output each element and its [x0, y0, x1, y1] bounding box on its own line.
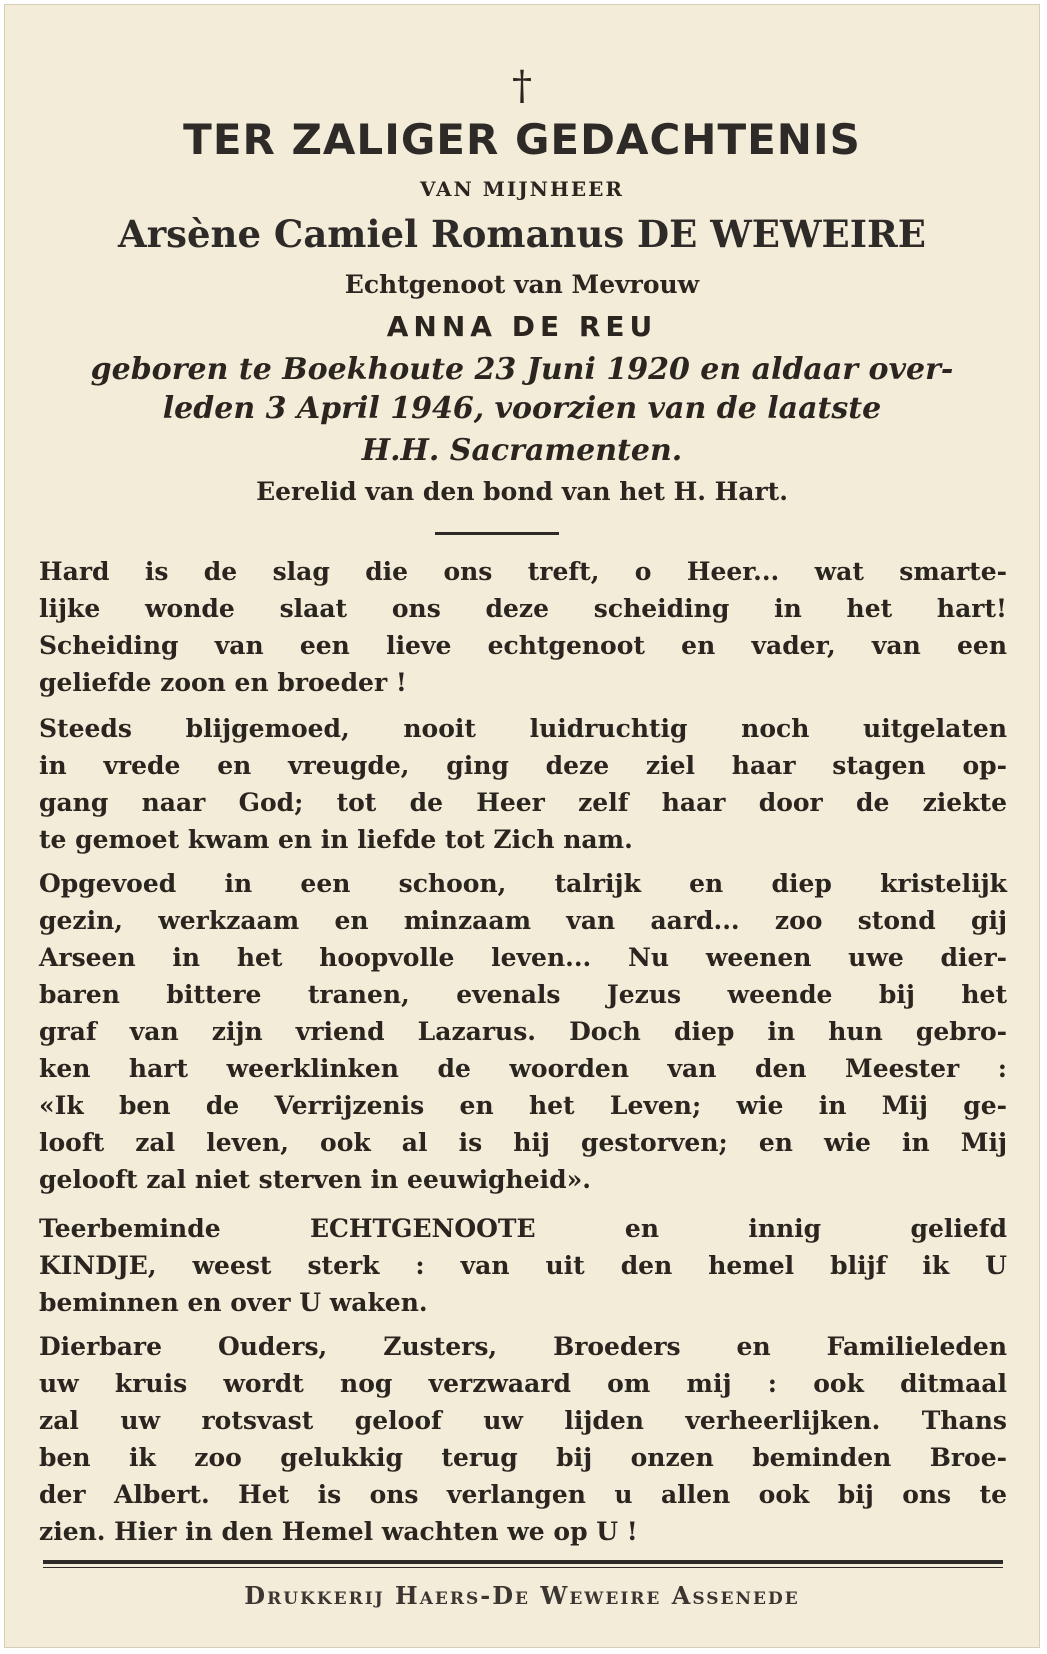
text-line: in vrede en vreugde, ging deze ziel haar stagen op-: [39, 751, 1007, 780]
text-line: gelooft zal niet sterven in eeuwigheid».: [39, 1165, 591, 1194]
text-line: uw kruis wordt nog verzwaard om mij : ook ditmaal: [39, 1369, 1007, 1398]
text-line: Teerbeminde ECHTGENOOTE en innig geliefd: [39, 1214, 1007, 1243]
paragraph: [39, 865, 1007, 1198]
text-line: Dierbare Ouders, Zusters, Broeders en Familieleden: [39, 1332, 1007, 1361]
divider: [435, 532, 559, 535]
birth-death-line: leden 3 April 1946, voorzien van de laatste: [162, 391, 882, 426]
spouse-name: ANNA DE REU: [386, 310, 658, 343]
text-line: lijke wonde slaat ons deze scheiding in het hart!: [39, 594, 1007, 623]
text-line: ken hart weerklinken de woorden van den Meester :: [39, 1054, 1007, 1083]
paragraph: [39, 1210, 1007, 1321]
title-subline: VAN MIJNHEER: [420, 177, 624, 201]
memorial-card: [4, 4, 1040, 1648]
honor-line: Eerelid van den bond van het H. Hart.: [256, 477, 788, 506]
deceased-name: Arsène Camiel Romanus DE WEWEIRE: [117, 212, 926, 256]
cross-icon: †: [512, 63, 532, 109]
text-line: gezin, werkzaam en minzaam van aard... zoo stond gij: [39, 906, 1007, 935]
text-line: gang naar God; tot de Heer zelf haar door de ziekte: [39, 788, 1007, 817]
text-line: looft zal leven, ook al is hij gestorven; en wie in Mij: [39, 1128, 1007, 1157]
text-line: geliefde zoon en broeder !: [39, 668, 407, 697]
text-line: KINDJE, weest sterk : van uit den hemel blijf ik U: [39, 1251, 1007, 1280]
paragraph: [39, 553, 1007, 701]
text-line: der Albert. Het is ons verlangen u allen ook bij ons te: [39, 1480, 1007, 1509]
printer-imprint: Drukkerij Haers-De Weweire Assenede: [244, 1581, 800, 1610]
paragraph: [39, 1328, 1007, 1550]
text-line: Arseen in het hoopvolle leven... Nu weenen uwe dier-: [39, 943, 1007, 972]
text-line: graf van zijn vriend Lazarus. Doch diep in hun gebro-: [39, 1017, 1007, 1046]
text-line: Scheiding van een lieve echtgenoot en vader, van een: [39, 631, 1007, 660]
text-line: «Ik ben de Verrijzenis en het Leven; wie in Mij ge-: [39, 1091, 1007, 1120]
text-line: Hard is de slag die ons treft, o Heer... wat smarte-: [39, 557, 1007, 586]
text-line: Opgevoed in een schoon, talrijk en diep kristelijk: [39, 869, 1007, 898]
text-line: zal uw rotsvast geloof uw lijden verheerlijken. Thans: [39, 1406, 1007, 1435]
birth-death-line: H.H. Sacramenten.: [361, 433, 683, 468]
birth-death-line: geboren te Boekhoute 23 Juni 1920 en aldaar over-: [90, 352, 954, 387]
text-line: ben ik zoo gelukkig terug bij onzen beminden Broe-: [39, 1443, 1007, 1472]
text-line: Steeds blijgemoed, nooit luidruchtig noch uitgelaten: [39, 714, 1007, 743]
text-line: zien. Hier in den Hemel wachten we op U !: [39, 1517, 638, 1546]
footer-rule-thick: [43, 1560, 1003, 1564]
footer-rule-thin: [43, 1567, 1003, 1568]
spouse-intro: Echtgenoot van Mevrouw: [344, 270, 700, 299]
text-line: baren bittere tranen, evenals Jezus weende bij het: [39, 980, 1007, 1009]
paragraph: [39, 710, 1007, 858]
text-line: te gemoet kwam en in liefde tot Zich nam.: [39, 825, 633, 854]
card-title: TER ZALIGER GEDACHTENIS: [183, 115, 861, 164]
text-line: beminnen en over U waken.: [39, 1288, 428, 1317]
